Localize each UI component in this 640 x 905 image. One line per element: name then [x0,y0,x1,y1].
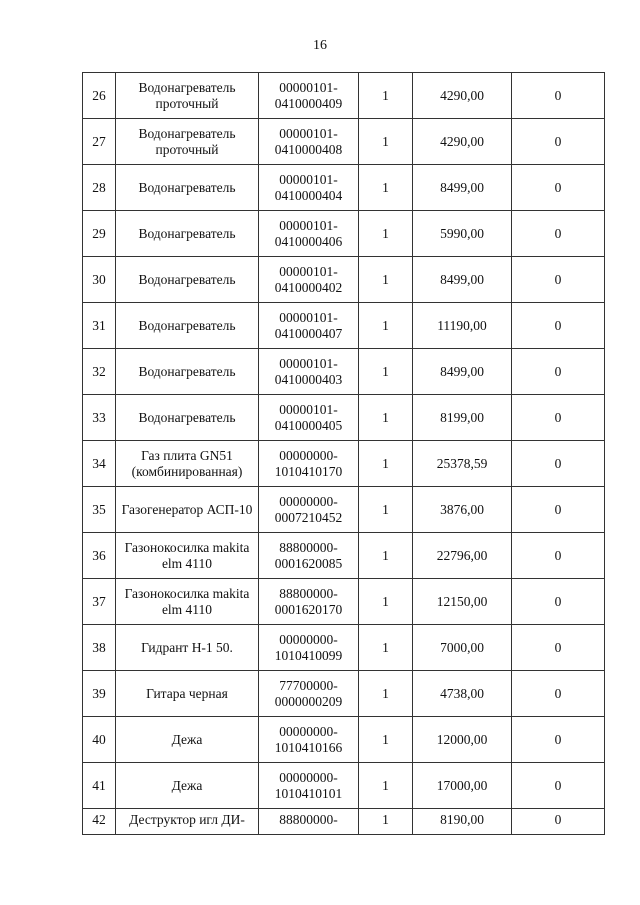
row-number-cell: 36 [83,533,116,579]
inventory-code-cell: 00000101-0410000404 [259,165,359,211]
item-name-cell: Водонагреватель [116,165,259,211]
residual-value-cell: 0 [512,211,605,257]
table-row [83,303,605,349]
row-number-cell: 41 [83,763,116,809]
quantity-cell: 1 [359,349,413,395]
item-name-cell: Дежа [116,717,259,763]
item-name-cell: Водонагреватель [116,349,259,395]
table-row [83,717,605,763]
item-name-cell: Гитара черная [116,671,259,717]
residual-value-cell: 0 [512,763,605,809]
row-number-cell: 33 [83,395,116,441]
item-name-cell: Водонагреватель [116,257,259,303]
item-name-cell: Водонагреватель проточный [116,119,259,165]
row-number-cell: 40 [83,717,116,763]
residual-value-cell: 0 [512,487,605,533]
residual-value-cell: 0 [512,625,605,671]
amount-cell: 8499,00 [413,257,512,303]
row-number-cell: 37 [83,579,116,625]
row-number-cell: 28 [83,165,116,211]
table-row [83,487,605,533]
residual-value-cell: 0 [512,165,605,211]
table-row [83,211,605,257]
row-number-cell: 26 [83,73,116,119]
inventory-code-cell: 00000101-0410000409 [259,73,359,119]
item-name-cell: Дежа [116,763,259,809]
table-row [83,763,605,809]
table-row [83,625,605,671]
inventory-code-cell: 00000000-1010410099 [259,625,359,671]
table-row [83,809,605,835]
page-number: 16 [313,38,327,53]
item-name-cell: Газонокосилка makita elm 4110 [116,533,259,579]
amount-cell: 17000,00 [413,763,512,809]
item-name-cell: Газонокосилка makita elm 4110 [116,579,259,625]
amount-cell: 7000,00 [413,625,512,671]
row-number-cell: 32 [83,349,116,395]
row-number-cell: 34 [83,441,116,487]
inventory-code-cell: 00000101-0410000402 [259,257,359,303]
residual-value-cell: 0 [512,257,605,303]
row-number-cell: 27 [83,119,116,165]
table-row [83,671,605,717]
quantity-cell: 1 [359,119,413,165]
inventory-code-cell: 88800000- [259,809,359,835]
residual-value-cell: 0 [512,303,605,349]
quantity-cell: 1 [359,487,413,533]
item-name-cell: Газогенератор АСП-10 [116,487,259,533]
inventory-table [82,72,605,835]
amount-cell: 8499,00 [413,349,512,395]
inventory-code-cell: 88800000-0001620170 [259,579,359,625]
inventory-code-cell: 00000000-1010410101 [259,763,359,809]
quantity-cell: 1 [359,671,413,717]
quantity-cell: 1 [359,257,413,303]
inventory-code-cell: 00000000-1010410166 [259,717,359,763]
residual-value-cell: 0 [512,717,605,763]
inventory-code-cell: 00000101-0410000406 [259,211,359,257]
row-number-cell: 39 [83,671,116,717]
row-number-cell: 42 [83,809,116,835]
amount-cell: 8199,00 [413,395,512,441]
residual-value-cell: 0 [512,349,605,395]
amount-cell: 4290,00 [413,73,512,119]
quantity-cell: 1 [359,625,413,671]
residual-value-cell: 0 [512,671,605,717]
quantity-cell: 1 [359,73,413,119]
residual-value-cell: 0 [512,533,605,579]
residual-value-cell: 0 [512,73,605,119]
item-name-cell: Газ плита GN51 (комбинированная) [116,441,259,487]
table-row [83,165,605,211]
row-number-cell: 30 [83,257,116,303]
quantity-cell: 1 [359,303,413,349]
table-row [83,119,605,165]
table-row [83,349,605,395]
quantity-cell: 1 [359,395,413,441]
residual-value-cell: 0 [512,441,605,487]
amount-cell: 22796,00 [413,533,512,579]
quantity-cell: 1 [359,165,413,211]
item-name-cell: Водонагреватель проточный [116,73,259,119]
amount-cell: 12000,00 [413,717,512,763]
amount-cell: 3876,00 [413,487,512,533]
amount-cell: 25378,59 [413,441,512,487]
amount-cell: 5990,00 [413,211,512,257]
amount-cell: 8190,00 [413,809,512,835]
amount-cell: 4738,00 [413,671,512,717]
quantity-cell: 1 [359,763,413,809]
item-name-cell: Водонагреватель [116,211,259,257]
inventory-code-cell: 00000101-0410000405 [259,395,359,441]
residual-value-cell: 0 [512,579,605,625]
inventory-code-cell: 77700000-0000000209 [259,671,359,717]
residual-value-cell: 0 [512,119,605,165]
amount-cell: 8499,00 [413,165,512,211]
item-name-cell: Водонагреватель [116,395,259,441]
quantity-cell: 1 [359,533,413,579]
table-row [83,73,605,119]
quantity-cell: 1 [359,809,413,835]
inventory-code-cell: 00000000-1010410170 [259,441,359,487]
table-row [83,533,605,579]
quantity-cell: 1 [359,717,413,763]
table-row [83,257,605,303]
amount-cell: 12150,00 [413,579,512,625]
residual-value-cell: 0 [512,809,605,835]
amount-cell: 11190,00 [413,303,512,349]
residual-value-cell: 0 [512,395,605,441]
amount-cell: 4290,00 [413,119,512,165]
row-number-cell: 31 [83,303,116,349]
row-number-cell: 29 [83,211,116,257]
inventory-code-cell: 88800000-0001620085 [259,533,359,579]
quantity-cell: 1 [359,441,413,487]
inventory-code-cell: 00000101-0410000403 [259,349,359,395]
table-row [83,579,605,625]
row-number-cell: 38 [83,625,116,671]
item-name-cell: Водонагреватель [116,303,259,349]
table-row [83,441,605,487]
item-name-cell: Гидрант Н-1 50. [116,625,259,671]
quantity-cell: 1 [359,579,413,625]
inventory-code-cell: 00000000-0007210452 [259,487,359,533]
inventory-code-cell: 00000101-0410000407 [259,303,359,349]
inventory-table-body [83,73,605,835]
row-number-cell: 35 [83,487,116,533]
item-name-cell: Деструктор игл ДИ- [116,809,259,835]
quantity-cell: 1 [359,211,413,257]
inventory-code-cell: 00000101-0410000408 [259,119,359,165]
table-row [83,395,605,441]
